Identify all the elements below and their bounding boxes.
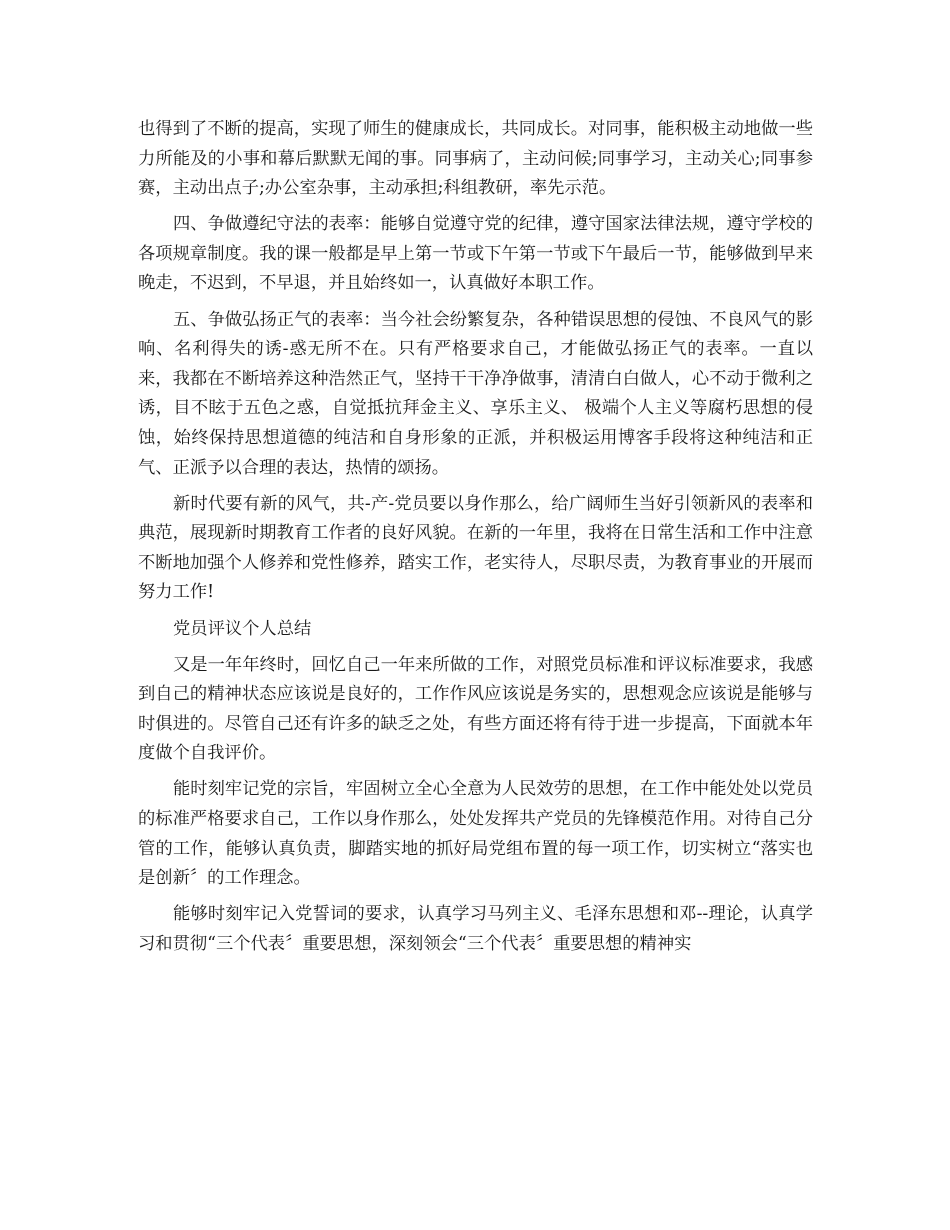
paragraph-colleagues: 也得到了不断的提高，实现了师生的健康成长，共同成长。对同事，能积极主动地做一些力所能及的小事和幕后默默无闻的事。同事病了，主动问候;同事学习，主动关心;同事参赛，主动出点子;办公室杂事，主动承担;科组教研，率先示范。 <box>138 119 813 199</box>
paragraph-righteousness: 五、争做弘扬正气的表率：当今社会纷繁复杂，各种错误思想的侵蚀、不良风气的影响、名利得失的诱-惑无所不在。只有严格要求自己，才能做弘扬正气的表率。一直以来，我都在不断培养这种浩然正气，坚持干干净净做事，清清白白做人，心不动于微利之诱，目不眩于五色之惑，自觉抵抗拜金主义、享乐主义、 极端个人主义等腐朽思想的侵蚀，始终保持思想道德的纯洁和自身形象的正派，并积极运用博客手段将这种纯洁和正气、正派予以合理的表达，热情的颂扬。 <box>138 309 813 478</box>
paragraph-law-abiding: 四、争做遵纪守法的表率：能够自觉遵守党的纪律，遵守国家法律法规，遵守学校的各项规章制度。我的课一般都是早上第一节或下午第一节或下午最后一节，能够做到早来晚走，不迟到，不早退，并且始终如一，认真做好本职工作。 <box>138 214 813 294</box>
paragraph-oath: 能够时刻牢记入党誓词的要求，认真学习马列主义、毛泽东思想和邓--理论，认真学习和贯彻“三个代表〞重要思想，深刻领会“三个代表〞重要思想的精神实 <box>138 904 813 954</box>
section-heading: 党员评议个人总结 <box>173 618 312 639</box>
paragraph-party-purpose: 能时刻牢记党的宗旨，牢固树立全心全意为人民效劳的思想，在工作中能处处以党员的标准严格要求自己，工作以身作那么，处处发挥共产党员的先锋模范作用。对待自己分管的工作，能够认真负责，脚踏实地的抓好局党组布置的每一项工作，切实树立“落实也是创新〞的工作理念。 <box>138 779 813 889</box>
paragraph-new-era: 新时代要有新的风气，共-产-党员要以身作那么，给广阔师生当好引领新风的表率和典范，展现新时期教育工作者的良好风貌。在新的一年里，我将在日常生活和工作中注意不断地加强个人修养和党性修养，踏实工作，老实待人，尽职尽责，为教育事业的开展而努力工作! <box>138 493 813 603</box>
paragraph-year-end: 又是一年年终时，回忆自己一年来所做的工作，对照党员标准和评议标准要求，我感到自己的精神状态应该说是良好的，工作作风应该说是务实的，思想观念应该说是能够与时俱进的。尽管自己还有许多的缺乏之处，有些方面还将有待于进一步提高，下面就本年度做个自我评价。 <box>138 654 813 764</box>
document-page <box>138 115 813 966</box>
